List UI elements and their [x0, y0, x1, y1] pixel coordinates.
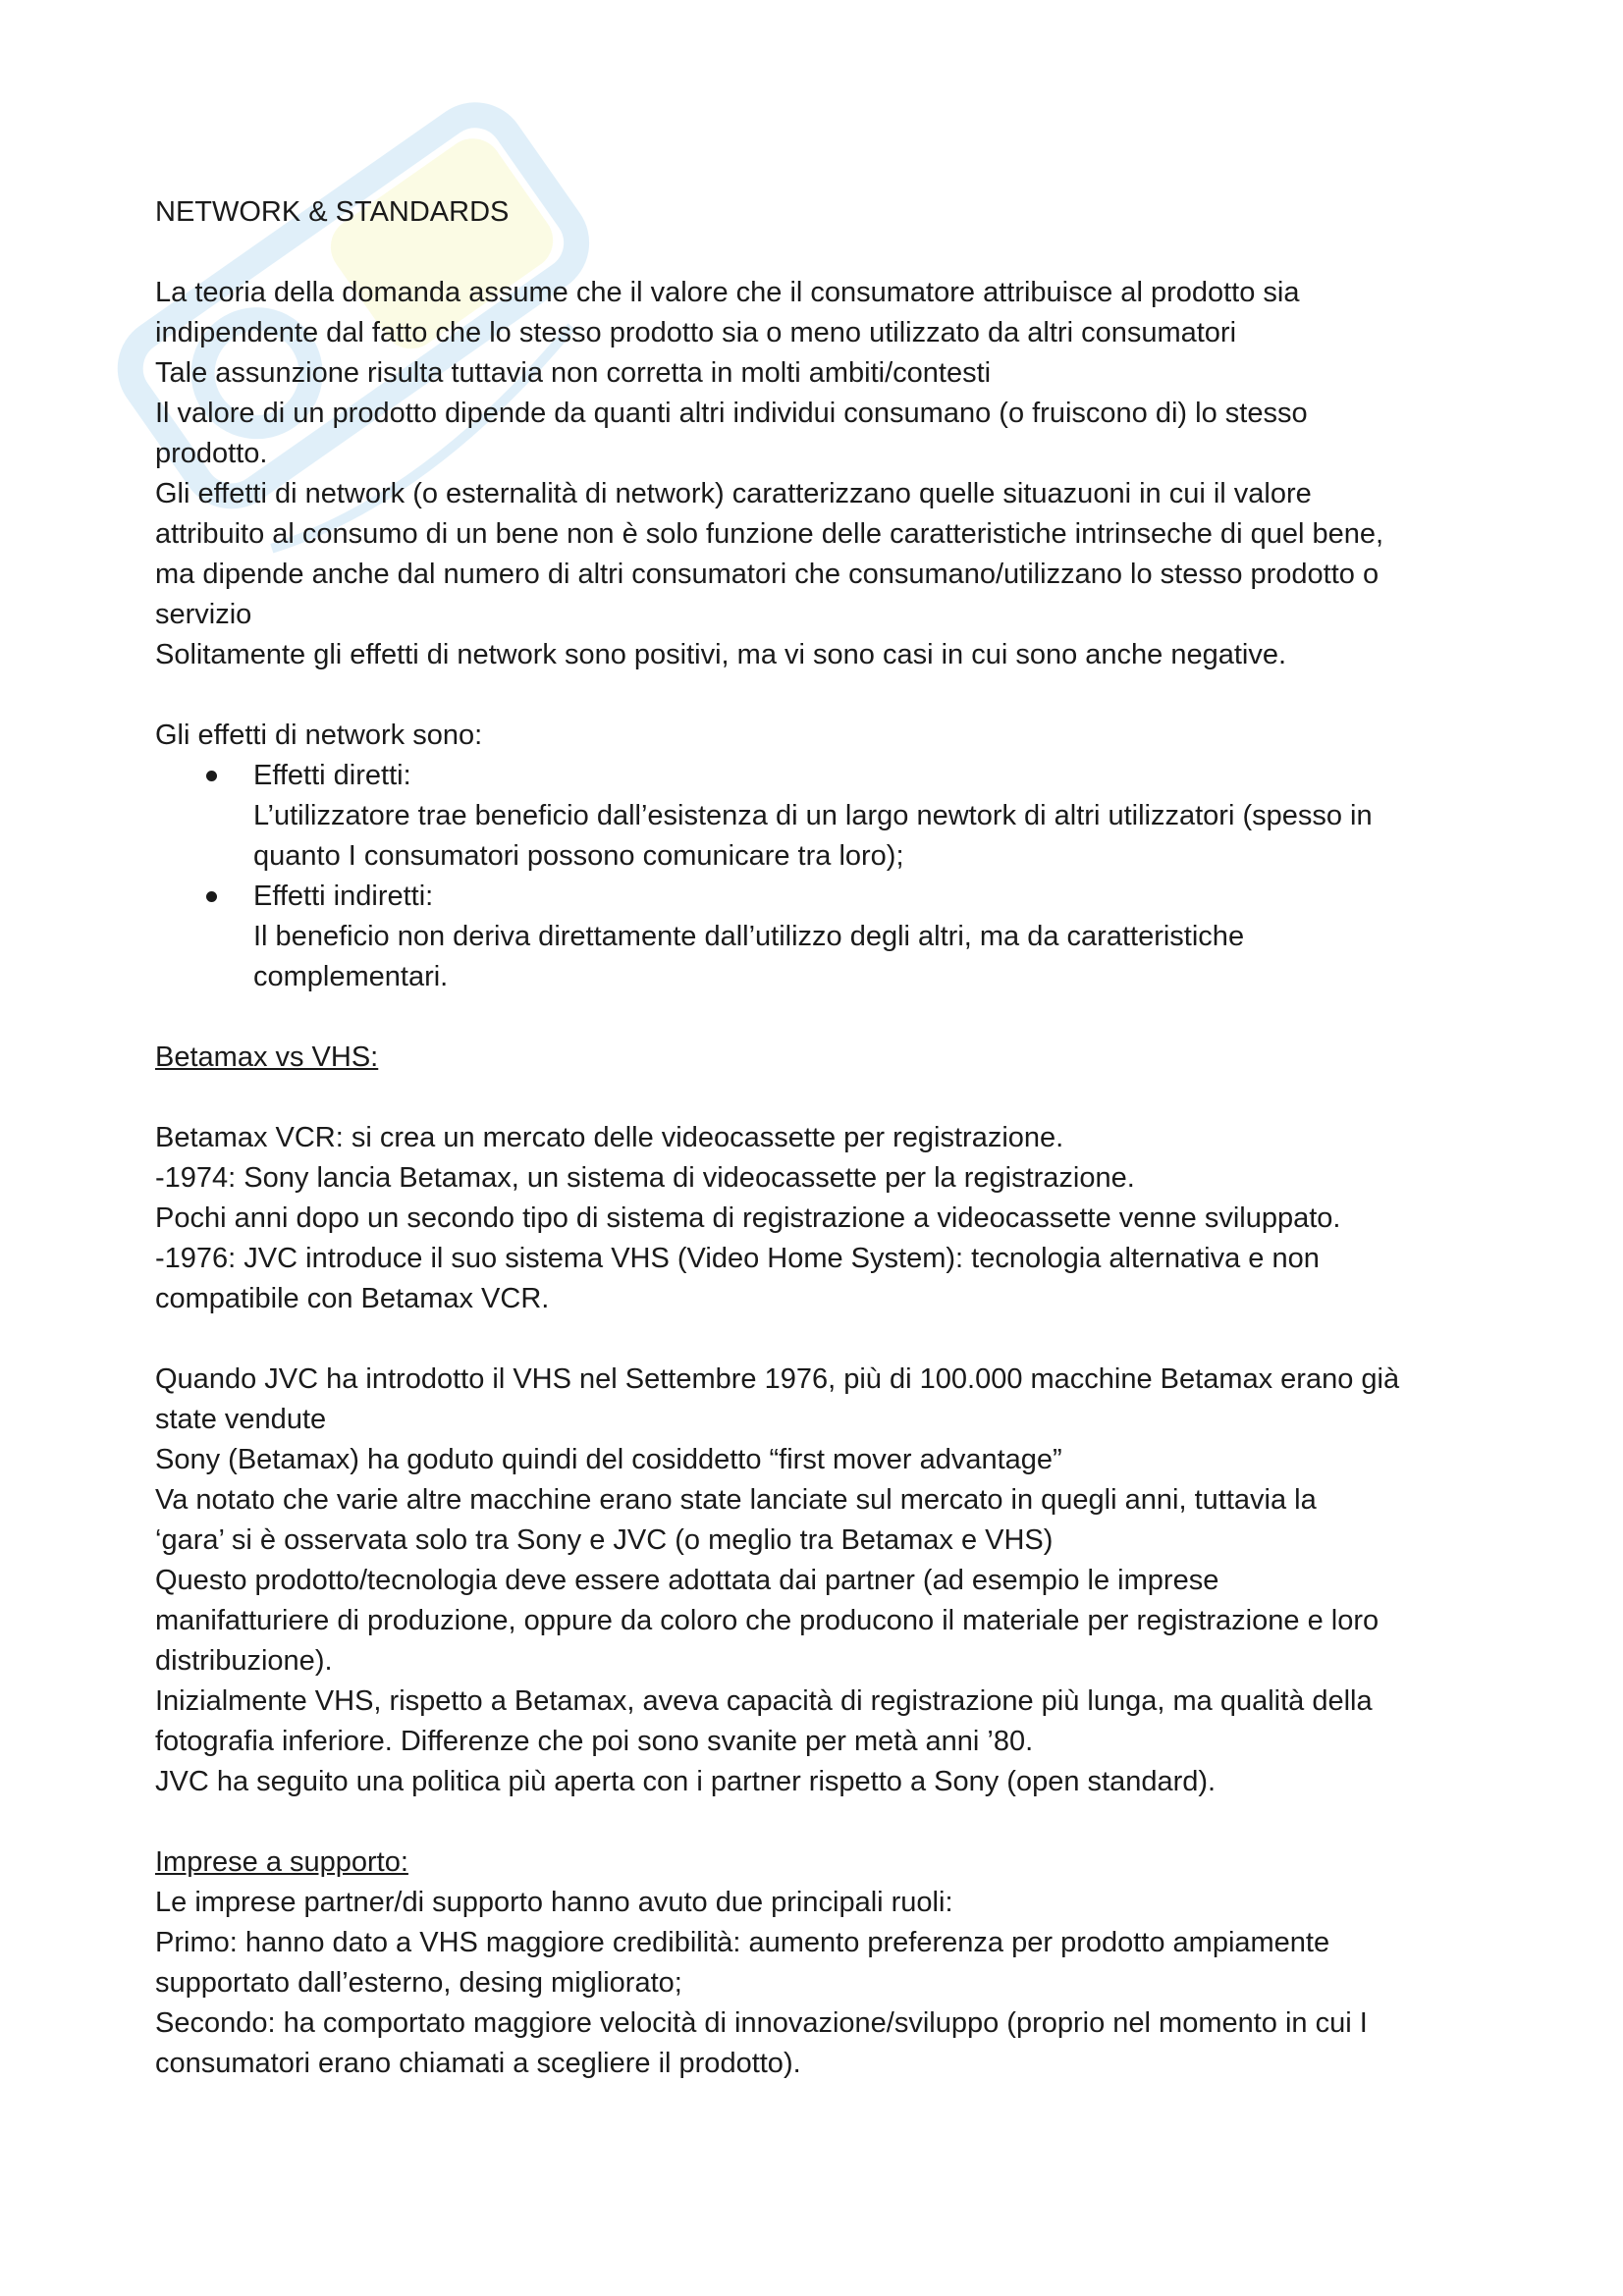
list-item [253, 756, 1510, 877]
text-line: Primo: hanno dato a VHS maggiore credibilità: aumento preferenza per prodotto ampiamente [155, 1927, 1330, 1958]
text-line: quanto I consumatori possono comunicare tra loro); [253, 840, 904, 872]
bullet-icon [206, 771, 217, 781]
list-item-heading: Effetti indiretti: [253, 881, 434, 912]
section-heading-betamax: Betamax vs VHS: [155, 1041, 379, 1073]
text-line: Sony (Betamax) ha goduto quindi del cosiddetto “first mover advantage” [155, 1444, 1062, 1475]
text-line: L’utilizzatore trae beneficio dall’esistenza di un largo newtork di altri utilizzatori (spesso in [253, 800, 1373, 831]
bullet-icon [206, 891, 217, 902]
text-line: Gli effetti di network (o esternalità di network) caratterizzano quelle situazuoni in cui il valore [155, 478, 1312, 509]
text-line: -1974: Sony lancia Betamax, un sistema di videocassette per la registrazione. [155, 1162, 1135, 1194]
section-heading-imprese: Imprese a supporto: [155, 1846, 408, 1878]
betamax-paragraph-1 [155, 1118, 1510, 1319]
intro-paragraph [155, 273, 1510, 675]
text-line: attribuito al consumo di un bene non è solo funzione delle caratteristiche intrinseche di quel bene, [155, 518, 1384, 550]
text-line: fotografia inferiore. Differenze che poi sono svanite per metà anni ’80. [155, 1726, 1034, 1757]
list-item-heading: Effetti diretti: [253, 760, 411, 791]
text-line: indipendente dal fatto che lo stesso prodotto sia o meno utilizzato da altri consumatori [155, 317, 1237, 348]
text-line: Va notato che varie altre macchine erano state lanciate sul mercato in quegli anni, tuttavia la [155, 1484, 1317, 1516]
effects-list [155, 756, 1510, 997]
text-line: complementari. [253, 961, 449, 992]
text-line: La teoria della domanda assume che il valore che il consumatore attribuisce al prodotto sia [155, 277, 1300, 308]
text-line: state vendute [155, 1404, 327, 1435]
text-line: Secondo: ha comportato maggiore velocità di innovazione/sviluppo (proprio nel momento in cui I [155, 2007, 1368, 2039]
text-line: consumatori erano chiamati a scegliere il prodotto). [155, 2048, 801, 2079]
text-line: ‘gara’ si è osservata solo tra Sony e JVC (o meglio tra Betamax e VHS) [155, 1524, 1054, 1556]
text-line: Inizialmente VHS, rispetto a Betamax, aveva capacità di registrazione più lunga, ma qualità della [155, 1685, 1373, 1717]
document-body [155, 192, 1510, 2084]
betamax-paragraph-2 [155, 1360, 1510, 1802]
text-line: servizio [155, 599, 252, 630]
text-line: Solitamente gli effetti di network sono positivi, ma vi sono casi in cui sono anche negative. [155, 639, 1287, 670]
text-line: supportato dall’esterno, desing migliorato; [155, 1967, 682, 1999]
text-line: JVC ha seguito una politica più aperta con i partner rispetto a Sony (open standard). [155, 1766, 1217, 1797]
text-line: ma dipende anche dal numero di altri consumatori che consumano/utilizzano lo stesso prodotto o [155, 559, 1380, 590]
document-title: NETWORK & STANDARDS [155, 196, 510, 228]
text-line: Il beneficio non deriva direttamente dall’utilizzo degli altri, ma da caratteristiche [253, 921, 1245, 952]
text-line: -1976: JVC introduce il suo sistema VHS (Video Home System): tecnologia alternativa e non [155, 1243, 1320, 1274]
imprese-paragraph [155, 1883, 1510, 2084]
text-line: Il valore di un prodotto dipende da quanti altri individui consumano (o fruiscono di) lo stesso [155, 398, 1308, 429]
text-line: Tale assunzione risulta tuttavia non corretta in molti ambiti/contesti [155, 357, 992, 389]
effects-lead: Gli effetti di network sono: [155, 720, 483, 751]
text-line: prodotto. [155, 438, 268, 469]
list-item [253, 877, 1510, 997]
text-line: Pochi anni dopo un secondo tipo di sistema di registrazione a videocassette venne sviluppato. [155, 1202, 1341, 1234]
text-line: Quando JVC ha introdotto il VHS nel Settembre 1976, più di 100.000 macchine Betamax erano già [155, 1363, 1400, 1395]
text-line: distribuzione). [155, 1645, 333, 1677]
text-line: Questo prodotto/tecnologia deve essere adottata dai partner (ad esempio le imprese [155, 1565, 1219, 1596]
text-line: Betamax VCR: si crea un mercato delle videocassette per registrazione. [155, 1122, 1064, 1153]
text-line: Le imprese partner/di supporto hanno avuto due principali ruoli: [155, 1887, 953, 1918]
text-line: compatibile con Betamax VCR. [155, 1283, 550, 1314]
text-line: manifatturiere di produzione, oppure da coloro che producono il materiale per registrazione e loro [155, 1605, 1380, 1636]
